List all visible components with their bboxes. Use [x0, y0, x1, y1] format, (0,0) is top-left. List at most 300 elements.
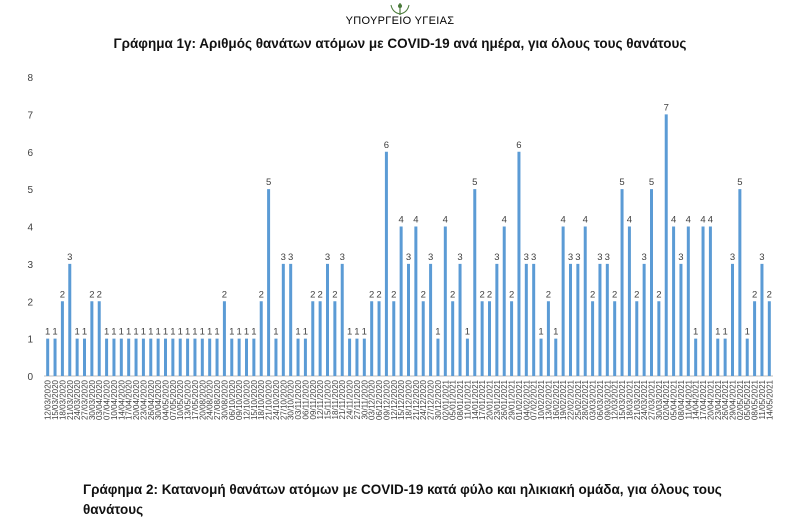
x-tick-label: 21/11/2020 [338, 380, 348, 420]
x-tick-label: 04/02/2021 [522, 380, 532, 421]
data-label: 3 [575, 251, 581, 263]
bar [495, 264, 498, 376]
data-label: 3 [427, 251, 434, 263]
x-tick-label: 23/04/2020 [139, 380, 149, 421]
bar [547, 301, 550, 376]
x-tick-label: 08/05/2021 [750, 380, 760, 421]
data-label: 4 [685, 214, 691, 226]
x-tick-label: 27/12/2020 [426, 380, 436, 421]
data-label: 1 [251, 326, 257, 338]
data-label: 2 [59, 289, 66, 301]
data-label: 1 [354, 326, 360, 338]
x-tick-label: 16/02/2021 [551, 380, 561, 421]
bar [687, 227, 690, 377]
data-label: 2 [376, 289, 382, 301]
x-tick-label: 30/04/2020 [154, 380, 164, 421]
data-label: 4 [560, 214, 566, 226]
x-tick-label: 07/02/2021 [529, 380, 539, 421]
x-tick-label: 29/04/2021 [728, 380, 738, 421]
bar [61, 301, 64, 376]
x-tick-label: 18/03/2021 [625, 380, 635, 421]
bar [436, 339, 439, 376]
data-label: 1 [111, 326, 117, 338]
bar [319, 301, 322, 376]
y-tick-label: 1 [27, 334, 33, 346]
data-label: 3 [339, 251, 345, 263]
x-tick-label: 24/11/2020 [345, 380, 355, 420]
bar [267, 189, 270, 376]
data-label: 2 [486, 289, 493, 301]
bar [606, 264, 609, 376]
data-label: 1 [155, 326, 161, 338]
data-label: 3 [597, 251, 603, 263]
bar [635, 301, 638, 376]
x-tick-label: 15/11/2020 [323, 380, 333, 420]
data-label: 1 [170, 326, 176, 338]
bar [363, 339, 366, 376]
x-tick-label: 08/04/2021 [676, 380, 686, 421]
data-label: 4 [501, 214, 507, 226]
bar [311, 301, 314, 376]
data-label: 4 [413, 214, 419, 226]
data-label: 3 [457, 251, 463, 263]
bar [157, 339, 160, 376]
data-label: 1 [346, 326, 353, 338]
data-label: 2 [332, 289, 338, 301]
bar [282, 264, 285, 376]
bar [576, 264, 579, 376]
bar [54, 339, 57, 376]
data-label: 5 [265, 177, 272, 189]
data-label: 1 [214, 326, 220, 338]
bar [724, 339, 727, 376]
x-tick-label: 05/01/2021 [448, 380, 458, 421]
bar [554, 339, 557, 376]
x-tick-label: 14/04/2021 [691, 380, 701, 421]
bar [451, 301, 454, 376]
data-label: 2 [310, 289, 316, 301]
bar [274, 339, 277, 376]
x-tick-label: 17/04/2020 [124, 380, 134, 421]
bar [407, 264, 410, 376]
data-label: 1 [302, 326, 309, 338]
bar [341, 264, 344, 376]
bar [112, 339, 115, 376]
data-label: 1 [81, 326, 88, 338]
x-tick-label: 26/01/2021 [500, 380, 510, 421]
data-label: 2 [89, 289, 95, 301]
x-tick-label: 27/10/2020 [279, 380, 289, 421]
x-tick-label: 02/04/2021 [662, 380, 672, 421]
bar [171, 339, 174, 376]
data-label: 6 [516, 139, 522, 151]
data-label: 4 [670, 214, 677, 226]
x-tick-label: 29/01/2021 [507, 380, 517, 421]
data-label: 2 [369, 289, 375, 301]
y-tick-label: 7 [27, 110, 33, 122]
bar [738, 189, 741, 376]
x-tick-label: 27/03/2021 [647, 380, 657, 421]
bar [76, 339, 79, 376]
x-tick-label: 19/02/2021 [559, 380, 569, 421]
x-tick-label: 27/11/2020 [352, 380, 362, 420]
x-tick-label: 20/04/2020 [132, 380, 142, 421]
data-label: 5 [619, 177, 625, 189]
bar [760, 264, 763, 376]
x-tick-label: 08/01/2021 [456, 380, 466, 421]
x-tick-label: 07/04/2020 [102, 380, 112, 421]
data-label: 1 [192, 326, 198, 338]
x-tick-label: 12/12/2020 [389, 380, 399, 421]
y-tick-label: 4 [27, 222, 33, 234]
data-label: 3 [531, 251, 537, 263]
data-label: 1 [177, 326, 183, 338]
x-tick-label: 21/03/2021 [632, 380, 642, 421]
data-label: 3 [604, 251, 610, 263]
bar [643, 264, 646, 376]
bar [260, 301, 263, 376]
bar [326, 264, 329, 376]
bar [709, 227, 712, 377]
x-tick-label: 15/10/2020 [249, 380, 259, 421]
data-label: 5 [648, 177, 655, 189]
bar [98, 301, 101, 376]
bar [510, 301, 513, 376]
x-tick-label: 09/10/2020 [235, 380, 245, 421]
x-tick-label: 04/05/2020 [161, 380, 171, 421]
data-label: 1 [229, 326, 235, 338]
bar [731, 264, 734, 376]
x-tick-label: 02/05/2021 [735, 380, 745, 421]
x-tick-label: 30/03/2021 [654, 380, 664, 421]
bar [348, 339, 351, 376]
bar [127, 339, 130, 376]
x-tick-label: 12/11/2020 [316, 380, 326, 420]
bar [135, 339, 138, 376]
x-tick-label: 03/04/2020 [95, 380, 105, 421]
x-tick-label: 21/12/2020 [411, 380, 421, 421]
x-tick-label: 30/12/2020 [433, 380, 443, 421]
bar [746, 339, 749, 376]
data-label: 3 [759, 251, 765, 263]
bar [83, 339, 86, 376]
x-tick-label: 11/01/2021 [463, 380, 473, 420]
x-tick-label: 10/05/2020 [176, 380, 186, 421]
bar [297, 339, 300, 376]
x-tick-label: 18/10/2020 [257, 380, 267, 421]
bar [201, 339, 204, 376]
bar [392, 301, 395, 376]
x-tick-label: 28/02/2021 [581, 380, 591, 421]
bar [230, 339, 233, 376]
bar [650, 189, 653, 376]
bar [400, 227, 403, 377]
x-tick-label: 15/03/2021 [618, 380, 628, 421]
data-label: 1 [52, 326, 58, 338]
x-tick-label: 11/05/2021 [757, 380, 767, 420]
bar [702, 227, 705, 377]
bar [414, 227, 417, 377]
data-label: 2 [221, 289, 228, 301]
data-label: 1 [184, 326, 191, 338]
x-tick-label: 09/12/2020 [382, 380, 392, 421]
bar [473, 189, 476, 376]
bar [120, 339, 123, 376]
x-tick-label: 24/08/2020 [205, 380, 215, 421]
data-label: 4 [442, 214, 448, 226]
bar [223, 301, 226, 376]
bar [591, 301, 594, 376]
bar [598, 264, 601, 376]
data-label: 1 [538, 326, 544, 338]
x-tick-label: 03/12/2020 [367, 380, 377, 421]
y-tick-label: 3 [27, 259, 33, 271]
data-label: 3 [494, 251, 500, 263]
bar [517, 152, 520, 376]
bar [186, 339, 189, 376]
bar [444, 227, 447, 377]
data-label: 1 [744, 326, 750, 338]
x-tick-label: 21/03/2020 [65, 380, 75, 421]
x-tick-label: 24/10/2020 [271, 380, 281, 421]
x-tick-label: 10/04/2020 [109, 380, 119, 421]
x-tick-label: 02/01/2021 [441, 380, 451, 421]
data-label: 1 [118, 326, 124, 338]
bar [378, 301, 381, 376]
x-tick-label: 23/04/2021 [713, 380, 723, 421]
x-tick-label: 27/03/2020 [80, 380, 90, 421]
x-tick-label: 15/03/2020 [51, 380, 61, 421]
x-tick-label: 13/05/2020 [183, 380, 193, 421]
bar [68, 264, 71, 376]
data-label: 1 [435, 326, 441, 338]
data-label: 2 [420, 289, 426, 301]
bar [753, 301, 756, 376]
x-tick-label: 30/11/2020 [360, 380, 370, 420]
x-tick-label: 30/08/2020 [220, 380, 230, 421]
x-tick-label: 12/03/2021 [610, 380, 620, 421]
x-tick-label: 30/10/2020 [286, 380, 296, 421]
bar [665, 114, 668, 376]
bar [657, 301, 660, 376]
bar [193, 339, 196, 376]
data-label: 3 [280, 251, 286, 263]
data-label: 1 [715, 326, 721, 338]
y-tick-label: 6 [27, 147, 33, 159]
x-tick-label: 18/03/2020 [58, 380, 68, 421]
x-tick-label: 15/12/2020 [397, 380, 407, 421]
data-label: 1 [74, 326, 80, 338]
x-tick-label: 06/03/2021 [595, 380, 605, 421]
data-label: 1 [199, 326, 205, 338]
bar [238, 339, 241, 376]
data-label: 4 [582, 214, 588, 226]
bar [208, 339, 211, 376]
x-tick-label: 24/03/2021 [640, 380, 650, 421]
bar [503, 227, 506, 377]
data-label: 2 [766, 289, 772, 301]
x-tick-label: 03/11/2020 [294, 380, 304, 420]
bar [672, 227, 675, 377]
data-label: 1 [207, 326, 213, 338]
data-label: 1 [464, 326, 471, 338]
x-tick-label: 12/10/2020 [242, 380, 252, 421]
x-tick-label: 06/12/2020 [375, 380, 385, 421]
x-tick-label: 10/02/2021 [537, 380, 547, 421]
y-tick-label: 0 [27, 372, 33, 383]
data-label: 2 [479, 289, 485, 301]
bar [488, 301, 491, 376]
x-tick-label: 03/03/2021 [588, 380, 598, 421]
data-label: 1 [162, 326, 169, 338]
bar [532, 264, 535, 376]
bar [584, 227, 587, 377]
x-tick-label: 06/11/2020 [301, 380, 311, 420]
x-tick-label: 23/01/2021 [492, 380, 502, 421]
data-label: 1 [361, 326, 367, 338]
data-label: 2 [545, 289, 552, 301]
x-tick-label: 09/11/2020 [308, 380, 318, 420]
bar [694, 339, 697, 376]
x-tick-label: 01/02/2021 [514, 380, 524, 421]
data-label: 1 [126, 326, 132, 338]
bar [466, 339, 469, 376]
x-tick-label: 22/02/2021 [566, 380, 576, 421]
x-tick-label: 11/04/2021 [684, 380, 694, 420]
bar [304, 339, 307, 376]
x-tick-label: 26/04/2020 [146, 380, 156, 421]
data-label: 5 [472, 177, 478, 189]
data-label: 2 [96, 289, 102, 301]
x-tick-label: 05/05/2021 [743, 380, 753, 421]
data-label: 3 [288, 251, 294, 263]
x-tick-label: 20/08/2020 [198, 380, 208, 421]
data-label: 1 [45, 326, 51, 338]
data-label: 2 [634, 289, 640, 301]
x-tick-label: 18/11/2020 [330, 380, 340, 420]
bar [333, 301, 336, 376]
bar [164, 339, 167, 376]
data-label: 3 [67, 251, 73, 263]
bar [245, 339, 248, 376]
data-label: 3 [405, 251, 412, 263]
bar [289, 264, 292, 376]
data-label: 3 [641, 251, 647, 263]
data-label: 1 [140, 326, 147, 338]
data-label: 3 [324, 251, 331, 263]
data-label: 2 [258, 289, 264, 301]
x-tick-label: 17/01/2021 [478, 380, 488, 421]
bar [459, 264, 462, 376]
data-label: 3 [678, 251, 684, 263]
bar [370, 301, 373, 376]
data-label: 4 [700, 214, 706, 226]
x-tick-label: 18/12/2020 [404, 380, 414, 421]
data-label: 5 [737, 177, 743, 189]
x-tick-label: 17/05/2020 [190, 380, 200, 421]
bar [429, 264, 432, 376]
bar [422, 301, 425, 376]
bar [540, 339, 543, 376]
bar [216, 339, 219, 376]
data-label: 2 [589, 289, 596, 301]
y-tick-label: 5 [27, 185, 33, 197]
data-label: 2 [450, 289, 456, 301]
x-tick-label: 30/03/2020 [87, 380, 97, 421]
data-label: 1 [693, 326, 699, 338]
x-tick-label: 20/01/2021 [485, 380, 495, 421]
bar [621, 189, 624, 376]
x-tick-label: 09/03/2021 [603, 380, 613, 421]
bar [768, 301, 771, 376]
chart-title: Γράφημα 1γ: Αριθμός θανάτων ατόμων με COVID-19 ανά ημέρα, για όλους τους θανάτους [113, 36, 687, 51]
bar [90, 301, 93, 376]
bar [562, 227, 565, 377]
bar [149, 339, 152, 376]
y-tick-label: 8 [27, 73, 33, 84]
x-tick-label: 17/04/2021 [699, 380, 709, 421]
x-tick-label: 26/04/2021 [721, 380, 731, 421]
x-tick-label: 13/02/2021 [544, 380, 554, 421]
x-tick-label: 07/05/2020 [168, 380, 178, 421]
data-label: 2 [612, 289, 618, 301]
x-tick-label: 20/04/2021 [706, 380, 716, 421]
data-label: 3 [567, 251, 574, 263]
bar [628, 227, 631, 377]
data-label: 7 [663, 102, 669, 114]
data-label: 6 [383, 139, 390, 151]
data-label: 1 [295, 326, 301, 338]
bar [385, 152, 388, 376]
bar [46, 339, 49, 376]
bar [142, 339, 145, 376]
x-tick-label: 14/05/2021 [765, 380, 775, 421]
x-tick-label: 14/01/2021 [470, 379, 480, 421]
x-tick-label: 05/04/2021 [669, 380, 679, 421]
bar [716, 339, 719, 376]
bar [252, 339, 255, 376]
x-tick-label: 21/10/2020 [264, 380, 274, 421]
data-label: 1 [553, 326, 559, 338]
data-label: 1 [243, 326, 250, 338]
x-tick-label: 24/12/2020 [419, 380, 429, 421]
data-label: 1 [148, 326, 154, 338]
data-label: 2 [508, 289, 515, 301]
ministry-name: ΥΠΟΥΡΓΕΙΟ ΥΓΕΙΑΣ [345, 15, 455, 27]
data-label: 3 [729, 251, 736, 263]
bar [679, 264, 682, 376]
x-tick-label: 06/10/2020 [227, 380, 237, 421]
data-label: 4 [707, 214, 714, 226]
x-tick-label: 24/03/2020 [73, 380, 83, 421]
x-tick-label: 25/02/2021 [573, 380, 583, 421]
x-tick-label: 14/04/2020 [117, 380, 127, 421]
bar [355, 339, 358, 376]
data-label: 1 [236, 326, 242, 338]
bar [179, 339, 182, 376]
bar [569, 264, 572, 376]
x-tick-label: 12/03/2020 [43, 380, 53, 421]
bar [613, 301, 616, 376]
data-label: 4 [626, 214, 633, 226]
x-tick-label: 27/08/2020 [213, 380, 223, 421]
data-label: 4 [398, 214, 404, 226]
data-label: 3 [523, 251, 529, 263]
data-label: 2 [391, 289, 397, 301]
data-label: 2 [317, 289, 323, 301]
data-label: 1 [103, 326, 110, 338]
data-label: 2 [751, 289, 758, 301]
